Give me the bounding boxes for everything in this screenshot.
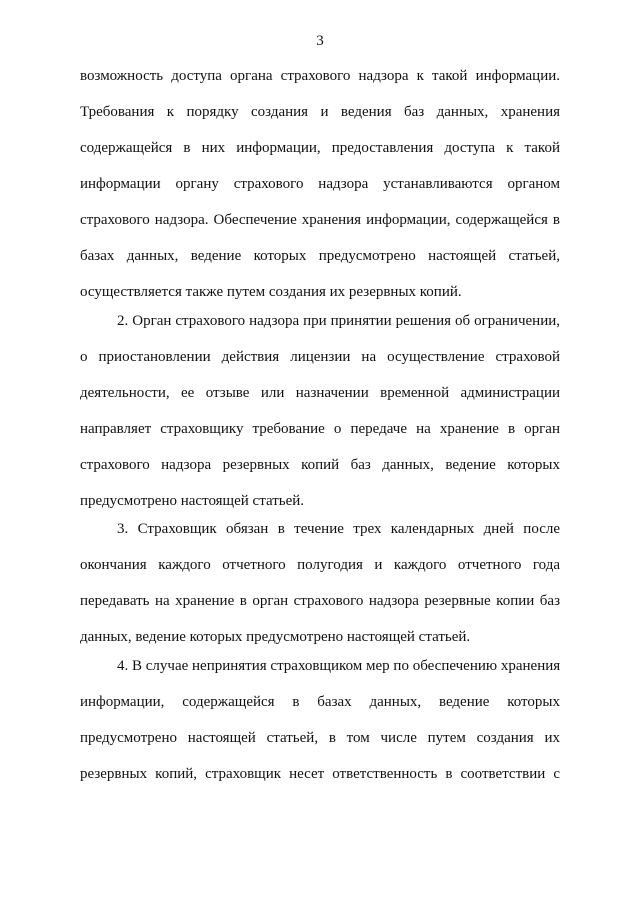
text-line: возможность доступа органа страхового надзора к такой информации.	[80, 68, 560, 84]
text-line: предусмотрено настоящей статьей, в том числе путем создания их	[80, 730, 560, 746]
text-line: предусмотрено настоящей статьей.	[80, 493, 305, 509]
text-line: окончания каждого отчетного полугодия и каждого отчетного года	[80, 557, 560, 573]
paragraph-item-3	[80, 519, 560, 647]
text-line: деятельности, ее отзыве или назначении временной администрации	[80, 385, 560, 401]
text-line: направляет страховщику требование о передаче на хранение в орган	[80, 421, 560, 437]
text-line: Требования к порядку создания и ведения баз данных, хранения	[80, 104, 560, 120]
text-line: передавать на хранение в орган страхового надзора резервные копии баз	[80, 593, 560, 609]
text-line: страхового надзора. Обеспечение хранения информации, содержащейся в	[80, 212, 560, 228]
text-line: данных, ведение которых предусмотрено настоящей статьей.	[80, 629, 471, 645]
text-line: 3. Страховщик обязан в течение трех календарных дней после	[117, 521, 560, 537]
paragraph-item-4	[80, 656, 560, 784]
text-line: информации органу страхового надзора устанавливаются органом	[80, 176, 560, 192]
text-line: 4. В случае непринятия страховщиком мер по обеспечению хранения	[117, 658, 561, 674]
text-line: базах данных, ведение которых предусмотрено настоящей статьей,	[80, 248, 560, 264]
paragraph-item-2	[80, 311, 560, 511]
paragraph-continuation	[80, 66, 560, 302]
text-line: о приостановлении действия лицензии на осуществление страховой	[80, 349, 560, 365]
text-line: страхового надзора резервных копий баз данных, ведение которых	[80, 457, 560, 473]
text-line: 2. Орган страхового надзора при принятии решения об ограничении,	[117, 313, 560, 329]
page-number: 3	[316, 33, 324, 49]
text-line: содержащейся в них информации, предоставления доступа к такой	[80, 140, 560, 156]
text-line: информации, содержащейся в базах данных, ведение которых	[80, 694, 560, 710]
text-line: резервных копий, страховщик несет ответственность в соответствии с	[80, 766, 560, 782]
text-line: осуществляется также путем создания их резервных копий.	[80, 284, 462, 300]
